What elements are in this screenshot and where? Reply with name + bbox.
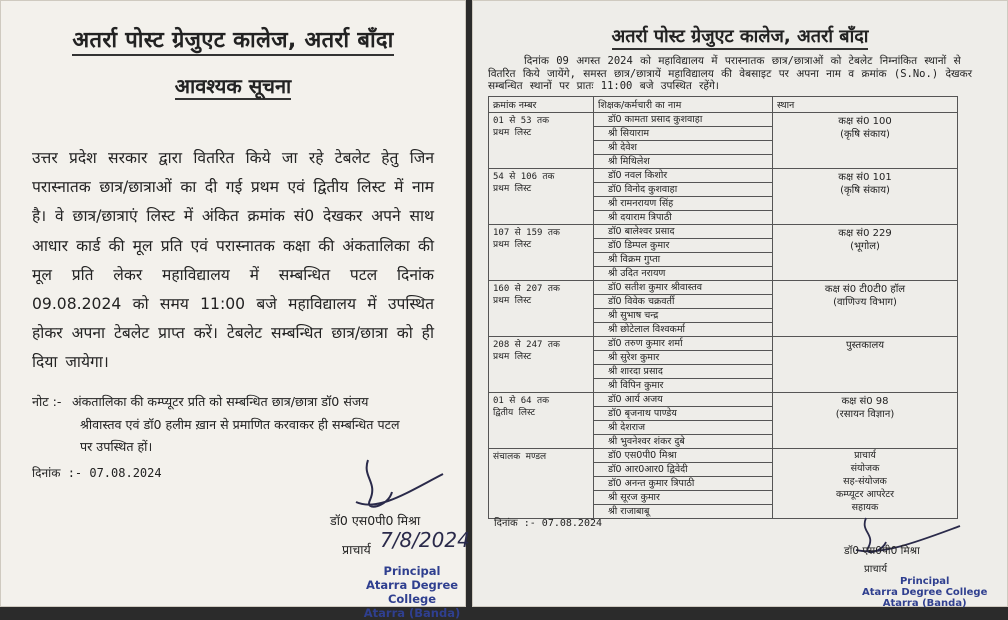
college-title: अतर्रा पोस्ट ग्रेजुएट कालेज, अतर्रा बाँदा xyxy=(0,24,466,54)
list-name: प्रथम लिस्ट xyxy=(493,240,532,250)
place-room: कक्ष सं0 टी0टी0 हॉल xyxy=(824,284,906,295)
staff-member: श्री मिथिलेश xyxy=(608,156,650,167)
committee-members-cell xyxy=(594,449,773,519)
place-cell xyxy=(773,225,958,281)
place-room: पुस्तकालय xyxy=(845,340,885,351)
committee-roles-cell xyxy=(773,449,958,519)
table-row-committee xyxy=(489,449,958,519)
notice-body: उत्तर प्रदेश सरकार द्वारा वितरित किये जा रहे टेबलेट हेतु जिन परास्नातक छात्र/छात्राओं का दी गई प्रथम एवं द्वितीय लिस्ट में नाम है। वे छात्र/छात्राएं लिस्ट में अंकित क्रमांक सं0 देखकर अपने साथ आधार कार्ड की मूल प्रति एवं परास्नातक कक्षा की अंकतालिका की मूल प्रति लेकर महाविद्यालय में सम्बन्धित पटल दिनांक 09.08.2024 को समय 11:00 बजे महाविद्यालय में उपस्थित होकर अपना टेबलेट प्राप्त करें। टेबलेट सम्बन्धित छात्र/छात्रा को ही दिया जायेगा। xyxy=(32,149,434,372)
committee-member: डॉ0 अनन्त कुमार त्रिपाठी xyxy=(594,477,772,491)
serial-range-cell xyxy=(489,393,594,449)
place-room: कक्ष सं0 229 xyxy=(838,228,892,239)
staff-member: श्री शारदा प्रसाद xyxy=(594,365,772,379)
committee-role: प्राचार्य xyxy=(854,450,876,461)
table-row xyxy=(489,337,958,393)
staff-member: डॉ0 विवेक चक्रवर्ती xyxy=(594,295,772,309)
stamp-line-2-right: Atarra Degree College xyxy=(862,587,988,598)
serial-range: 107 से 159 तक xyxy=(493,228,560,238)
staff-member: डॉ0 तरुण कुमार शर्मा xyxy=(594,337,772,351)
place-department: (रसायन विज्ञान) xyxy=(835,409,895,420)
signatory-designation-right: प्राचार्य xyxy=(864,564,888,575)
staff-member: श्री विपिन कुमार xyxy=(608,380,664,391)
header-place: स्थान xyxy=(773,97,958,113)
place-cell xyxy=(773,169,958,225)
staff-member: श्री देवेश xyxy=(594,141,772,155)
place-cell xyxy=(773,281,958,337)
staff-cell xyxy=(594,169,773,225)
note-label: नोट :- xyxy=(32,394,62,409)
committee-role: सहायक xyxy=(851,502,879,513)
committee-member: श्री सूरज कुमार xyxy=(594,491,772,505)
place-department: (कृषि संकाय) xyxy=(840,185,890,196)
table-row xyxy=(489,225,958,281)
staff-cell xyxy=(594,225,773,281)
serial-range: 01 से 64 तक xyxy=(493,396,550,406)
staff-member: श्री उदित नरायण xyxy=(608,268,666,279)
signature-date: 7/8/2024 xyxy=(380,528,470,552)
distribution-table xyxy=(488,96,958,519)
committee-label: संचालक मण्डल xyxy=(489,449,594,519)
list-name: प्रथम लिस्ट xyxy=(493,128,532,138)
list-name: द्वितीय लिस्ट xyxy=(493,408,536,418)
signatory-name-right: डॉ0 एस0पी0 मिश्रा xyxy=(844,545,920,557)
staff-cell xyxy=(594,113,773,169)
staff-member: श्री विक्रम गुप्ता xyxy=(594,253,772,267)
note-line-3: पर उपस्थित हों। xyxy=(80,439,153,454)
table-row xyxy=(489,169,958,225)
serial-range-cell xyxy=(489,281,594,337)
header-serial: क्रमांक नम्बर xyxy=(489,97,594,113)
place-department: (भूगोल) xyxy=(850,241,880,252)
committee-role: संयोजक xyxy=(850,463,880,474)
stamp-line-1: Principal xyxy=(383,564,441,578)
note-line-2: श्रीवास्तव एवं डॉ0 हलीम ख़ान से प्रमाणित करवाकर ही सम्बन्धित पटल xyxy=(80,416,400,432)
place-cell xyxy=(773,337,958,393)
notice-heading: आवश्यक सूचना xyxy=(174,74,292,98)
stamp-line-3: Atarra (Banda) xyxy=(363,606,461,620)
distribution-intro: दिनांक 09 अगस्त 2024 को महाविद्यालय में परास्नातक छात्र/छात्राओं को टेबलेट निम्नांकित स्थानों से वितरित किये जायेंगे, समस्त छात्र/छात्रायें महाविद्यालय की वेबसाइट पर अपना नाम व क्रमांक (S.No.) देखकर सम्बन्धित स्थानों पर प्रातः 11:00 बजे उपस्थित रहेंगे। xyxy=(488,55,972,93)
place-cell xyxy=(773,113,958,169)
staff-member: डॉ0 आर्य अजय xyxy=(594,393,772,407)
committee-member: श्री राजाबाबू xyxy=(608,506,650,517)
place-department: (वाणिज्य विभाग) xyxy=(833,297,897,308)
header-staff: शिक्षक/कर्मचारी का नाम xyxy=(594,97,773,113)
committee-member: डॉ0 आर0आर0 द्विवेदी xyxy=(594,463,772,477)
staff-member: डॉ0 सतीश कुमार श्रीवास्तव xyxy=(594,281,772,295)
staff-member: श्री रामनरायण सिंह xyxy=(594,197,772,211)
distribution-page-right xyxy=(472,0,1008,607)
place-department: (कृषि संकाय) xyxy=(840,129,890,140)
committee-role: सह-संयोजक xyxy=(843,476,887,487)
list-name: प्रथम लिस्ट xyxy=(493,184,532,194)
note-line-1: अंकतालिका की कम्प्यूटर प्रति को सम्बन्धित छात्र/छात्रा डॉ0 संजय xyxy=(72,394,369,409)
serial-range-cell xyxy=(489,337,594,393)
serial-range: 01 से 53 तक xyxy=(493,116,550,126)
staff-member: श्री दयाराम त्रिपाठी xyxy=(608,212,672,223)
stamp-line-1-right: Principal xyxy=(899,576,950,587)
staff-member: श्री छोटेलाल विश्वकर्मा xyxy=(608,324,685,335)
staff-member: श्री भुवनेश्वर शंकर दुबे xyxy=(608,436,685,447)
principal-stamp xyxy=(358,564,466,620)
serial-range-cell xyxy=(489,169,594,225)
serial-range-cell xyxy=(489,113,594,169)
principal-stamp-right xyxy=(862,576,987,609)
table-row xyxy=(489,393,958,449)
table-row xyxy=(489,281,958,337)
distribution-date: दिनांक :- 07.08.2024 xyxy=(494,518,603,529)
place-room: कक्ष सं0 101 xyxy=(838,172,892,183)
place-room: कक्ष सं0 98 xyxy=(841,396,889,407)
table-row xyxy=(489,113,958,169)
staff-member: डॉ0 कामता प्रसाद कुशवाहा xyxy=(594,113,772,127)
notice-date: दिनांक :- 07.08.2024 xyxy=(32,466,162,480)
place-cell xyxy=(773,393,958,449)
stamp-line-3-right: Atarra (Banda) xyxy=(882,598,967,609)
list-name: प्रथम लिस्ट xyxy=(493,296,532,306)
staff-cell xyxy=(594,281,773,337)
signatory-designation: प्राचार्य xyxy=(342,542,371,557)
staff-member: श्री सियाराम xyxy=(594,127,772,141)
staff-member: डॉ0 नवल किशोर xyxy=(594,169,772,183)
staff-member: डॉ0 बालेश्वर प्रसाद xyxy=(594,225,772,239)
staff-member: श्री सुरेश कुमार xyxy=(594,351,772,365)
serial-range: 160 से 207 तक xyxy=(493,284,560,294)
serial-range-cell xyxy=(489,225,594,281)
committee-member: डॉ0 एस0पी0 मिश्रा xyxy=(594,449,772,463)
committee-role: कम्प्यूटर आपरेटर xyxy=(835,489,895,500)
stamp-line-2: Atarra Degree College xyxy=(365,578,459,606)
staff-cell xyxy=(594,393,773,449)
serial-range: 54 से 106 तक xyxy=(493,172,555,182)
signatory-name: डॉ0 एस0पी0 मिश्रा xyxy=(330,513,421,528)
serial-range: 208 से 247 तक xyxy=(493,340,560,350)
staff-cell xyxy=(594,337,773,393)
notice-note xyxy=(32,391,436,459)
staff-member: श्री देशराज xyxy=(594,421,772,435)
list-name: प्रथम लिस्ट xyxy=(493,352,532,362)
notice-page-left xyxy=(0,0,470,620)
place-room: कक्ष सं0 100 xyxy=(838,116,892,127)
table-header-row xyxy=(489,97,958,113)
staff-member: डॉ0 विनोद कुशवाहा xyxy=(594,183,772,197)
staff-member: डॉ0 बृजनाथ पाण्डेय xyxy=(594,407,772,421)
staff-member: डॉ0 डिम्पल कुमार xyxy=(594,239,772,253)
staff-member: श्री सुभाष चन्द्र xyxy=(594,309,772,323)
college-title-right: अतर्रा पोस्ट ग्रेजुएट कालेज, अतर्रा बाँदा xyxy=(472,24,1008,48)
